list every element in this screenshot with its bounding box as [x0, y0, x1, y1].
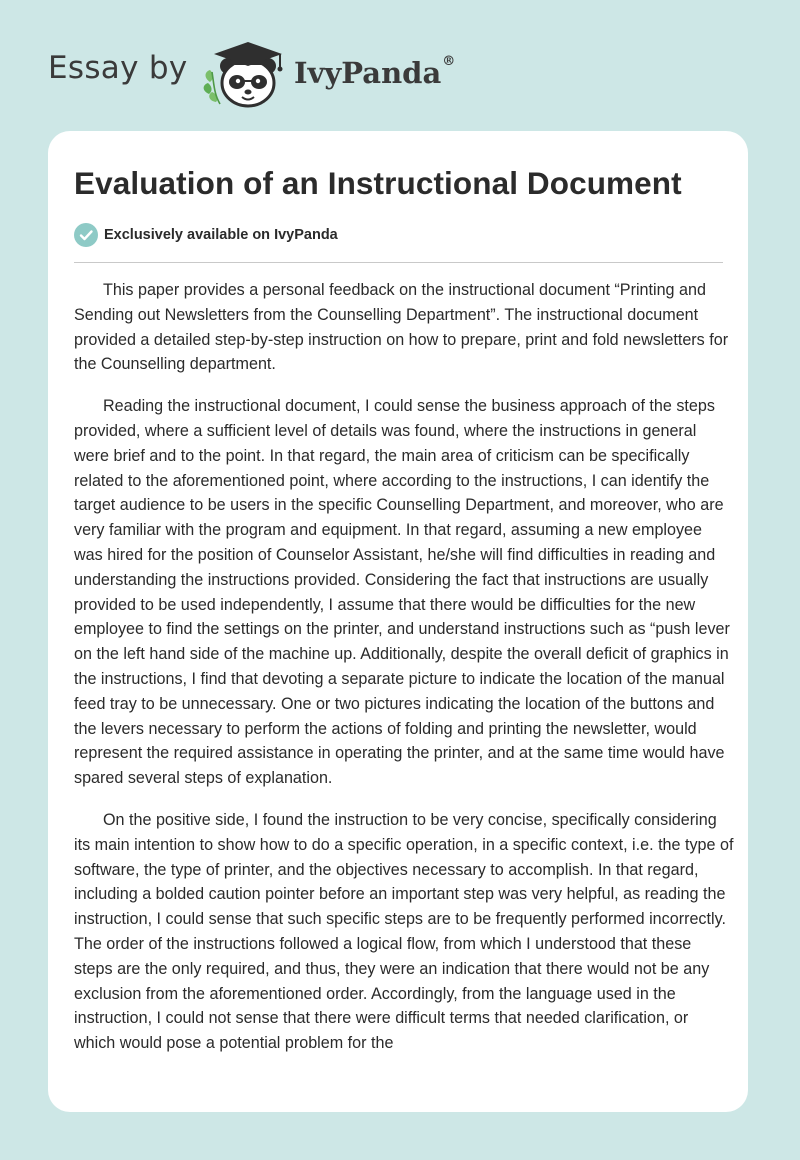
essay-by-label: Essay by	[48, 50, 188, 86]
registered-mark: ®	[442, 54, 456, 69]
brand-name[interactable]: IvyPanda®	[294, 54, 456, 90]
check-circle-icon	[74, 223, 98, 247]
page-title: Evaluation of an Instructional Document	[74, 165, 682, 201]
divider	[74, 262, 723, 263]
article-body	[74, 278, 734, 1073]
article-card	[48, 131, 748, 1112]
paragraph: On the positive side, I found the instruction to be very concise, specifically considering its main intention to show how to do a specific operation, in a specific context, i.e. the type of software, the type of printer, and the objectives necessary to accomplish. In that regard, including a bolded caution pointer before an important step was very helpful, as reading the instruction, I could sense that such specific steps are to be frequently performed incorrectly. The order of the instructions followed a logical flow, from which I understood that these steps are the only required, and thus, they were an indication that there would not be any exclusion from the aforementioned order. Accordingly, from the language used in the instruction, I could not sense that there were difficult terms that needed clarification, or which would pose a potential problem for the	[74, 810, 734, 1053]
exclusive-badge-label: Exclusively available on IvyPanda	[104, 227, 338, 243]
paragraph: This paper provides a personal feedback on the instructional document “Printing and Sending out Newsletters from the Counselling Department”. The instructional document provided a detailed step-by-step instruction on how to prepare, print and fold newsletters for the Counselling department.	[74, 281, 729, 374]
exclusive-badge	[74, 223, 338, 247]
panda-graduate-icon[interactable]	[200, 36, 296, 112]
paragraph: Reading the instructional document, I could sense the business approach of the steps provided, where a sufficient level of details was found, where the instructions in general were brief and to the point. In that regard, the main area of criticism can be specifically related to the aforementioned point, where according to the instructions, I can identify the target audience to be users in the specific Counselling Department, and moreover, who are very familiar with the program and equipment. In that regard, assuming a new employee was hired for the position of Counselor Assistant, he/she will find difficulties in reading and understanding the instructions provided. Considering the fact that instructions are usually provided to be used independently, I assume that there would be difficulties for the new employee to find the settings on the printer, and understand instructions such as “push lever on the left hand side of the machine up. Additionally, despite the overall deficit of graphics in the instructions, I find that devoting a separate picture to indicate the location of the manual feed tray to be unnecessary. One or two pictures indicating the location of the buttons and the levers necessary to perform the actions of folding and printing the newsletter, would represent the required assistance in operating the printer, and at the same time would have spared several steps of explanation.	[74, 397, 730, 788]
site-header	[0, 0, 800, 130]
